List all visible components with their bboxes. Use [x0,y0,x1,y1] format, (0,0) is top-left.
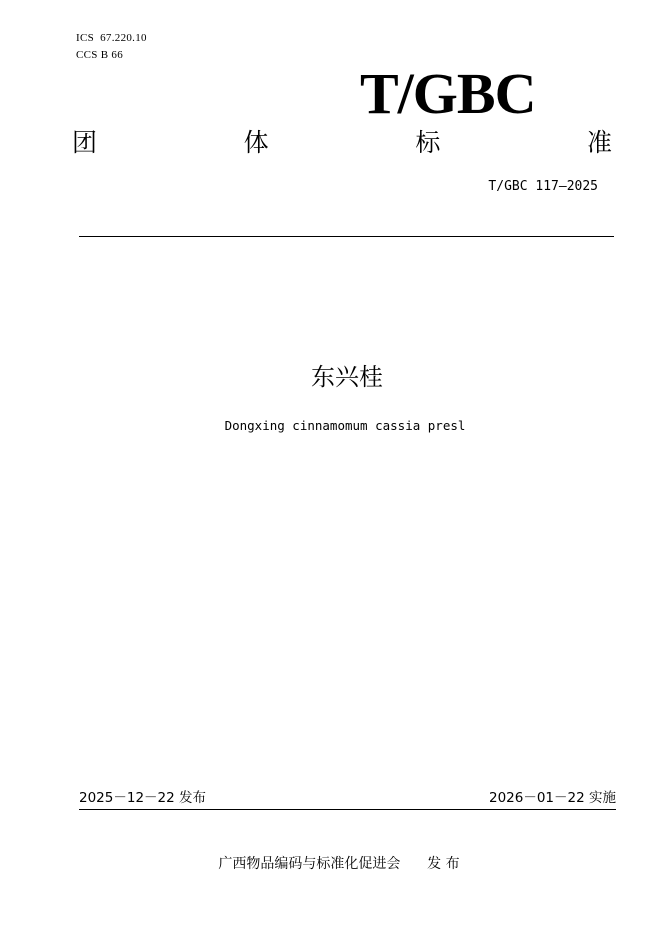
standard-type-char: 体 [243,128,269,157]
standard-number: T/GBC 117—2025 [488,179,598,194]
issue-date: 2025－12－22 发布 [79,790,207,806]
standard-type-char: 团 [72,128,98,157]
ics-code: ICS 67.220.10 [76,32,147,44]
document-title-english: Dongxing cinnamomum cassia presl [224,418,466,433]
classification-codes [76,30,147,64]
standard-logo: T/GBC [360,61,536,126]
publisher-name: 广西物品编码与标准化促进会 [218,856,401,872]
ccs-code: CCS B 66 [76,49,124,61]
implementation-date: 2026－01－22 实施 [488,790,616,806]
standard-type-heading [72,126,612,166]
publish-label: 发 布 [427,856,460,872]
publisher-line [0,854,662,874]
document-title-chinese: 东兴桂 [311,363,383,391]
footer-divider [79,809,616,810]
standard-type-char: 标 [415,128,441,157]
standard-type-char: 准 [586,128,612,157]
header-divider [79,236,614,237]
